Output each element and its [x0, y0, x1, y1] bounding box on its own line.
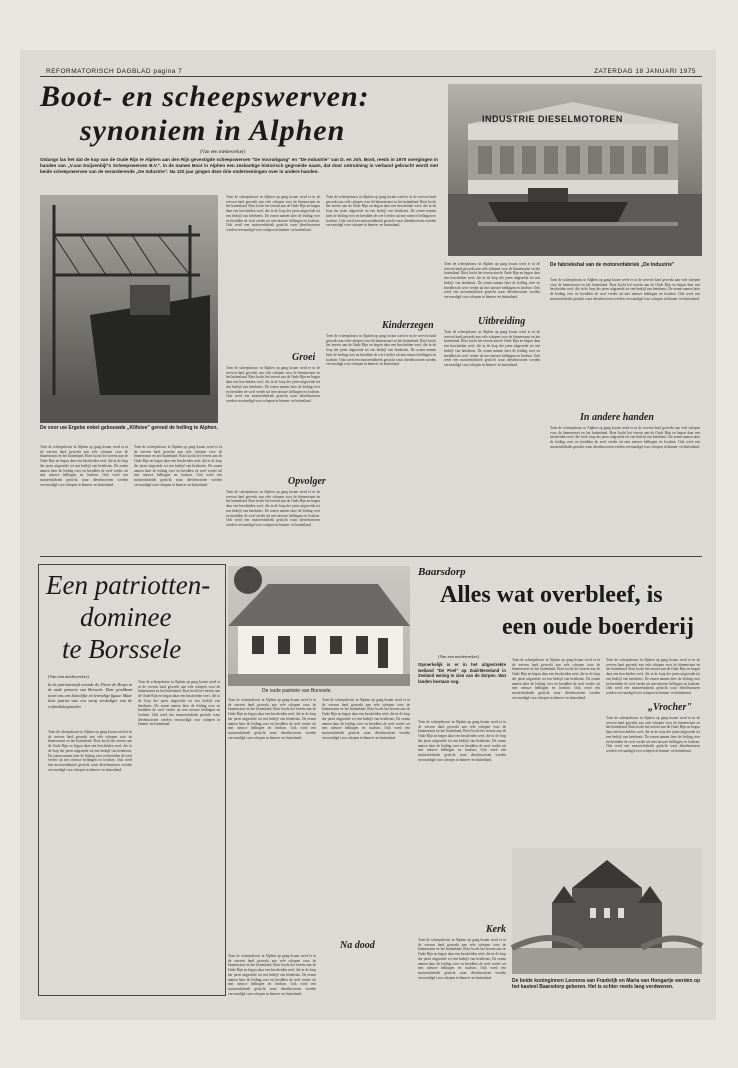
header-left: REFORMATORISCH DAGBLAD pagina 7 — [46, 68, 183, 75]
article1-title-line2: synoniem in Alphen — [80, 114, 346, 147]
article2-col1-text: Toen de scheepsbouw in Alphen op gang kwam werd er in de werven hard gewerkt aan vele schepen voor de binnenvaart en het buitenland. Boot kocht het terrein aan de Oude Rijn en begon daar een bescheiden werf, die in de loop der jaren uitgroeide tot een bedrijf van betekenis. De zonen namen later de leiding over en breidden de werf verder uit met nieuwe hellingen en loodsen. Ook werd een motorenfabriek gesticht waar dieselmotoren werden vervaardigd voor schepen in binnen- en buitenland. — [48, 730, 132, 772]
article2-lead: In de patriottentijd woonde ds. Pieter de Bruyn in de oude pastorie van Borssele. Deze predikant toont ons een hartelijke en levendige figuur. Maar deze patriot was een vurig verdediger van de vrijheidsbeginselen. — [48, 682, 132, 709]
article1-col6b-text: Toen de scheepsbouw in Alphen op gang kwam werd er in de werven hard gewerkt aan vele schepen voor de binnenvaart en het buitenland. Boot kocht het terrein aan de Oude Rijn en begon daar een bescheiden werf, die in de loop der jaren uitgroeide tot een bedrijf van betekenis. De zonen namen later de leiding over en breidden de werf verder uit met nieuwe hellingen en loodsen. Ook werd een motorenfabriek gesticht waar dieselmotoren werden vervaardigd voor schepen in binnen- en buitenland. — [550, 426, 700, 449]
article3-col3-text: Toen de scheepsbouw in Alphen op gang kwam werd er in de werven hard gewerkt aan vele schepen voor de binnenvaart en het buitenland. Boot kocht het terrein aan de Oude Rijn en begon daar een bescheiden werf, die in de loop der jaren uitgroeide tot een bedrijf van betekenis. De zonen namen later de leiding over en breidden de werf verder uit met nieuwe hellingen en loodsen. Ook werd een motorenfabriek gesticht waar dieselmotoren werden vervaardigd voor schepen in binnen- en buitenland. — [606, 658, 700, 695]
article2-byline: (Van een medewerker) — [48, 674, 89, 679]
subhead-kerk: Kerk — [486, 924, 506, 935]
factory-photo — [448, 84, 702, 256]
article1-col3b-text: Toen de scheepsbouw in Alphen op gang kwam werd er in de werven hard gewerkt aan vele schepen voor de binnenvaart en het buitenland. Boot kocht het terrein aan de Oude Rijn en begon daar een bescheiden werf, die in de loop der jaren uitgroeide tot een bedrijf van betekenis. De zonen namen later de leiding over en breidden de werf verder uit met nieuwe hellingen en loodsen. Ook werd een motorenfabriek gesticht waar dieselmotoren werden vervaardigd voor schepen in binnen- en buitenland. — [226, 366, 320, 403]
article1-lead: Onlangs las het dat de kop van de Oude Rijn te Alphen aan den Rijn gevestigde scheepswerven "De Vooruitgang" en "De Industrie" van D. en Joh. Boot, reeds in 1970 overgingen in handen van „V.van Duijvenbijl"s Scheepswerven B.V.". In de namen Boot in Alphen een zeskantige historisch gegroeide naam, dat door ontruiming in verband gebracht wordt met beide scheepswerven van de veranderende „De Industrie". Na 120 jaar gingen deze drie ondernemingen over in andere handen. — [40, 157, 438, 174]
article3-col1-text: Toen de scheepsbouw in Alphen op gang kwam werd er in de werven hard gewerkt aan vele schepen voor de binnenvaart en het buitenland. Boot kocht het terrein aan de Oude Rijn en begon daar een bescheiden werf, die in de loop der jaren uitgroeide tot een bedrijf van betekenis. De zonen namen later de leiding over en breidden de werf verder uit met nieuwe hellingen en loodsen. Ook werd een motorenfabriek gesticht waar dieselmotoren werden vervaardigd voor schepen in binnen- en buitenland. — [418, 720, 506, 762]
header-rule — [40, 76, 702, 77]
article1-byline: (Van een medewerker) — [200, 150, 246, 155]
article1-col5b-text: Toen de scheepsbouw in Alphen op gang kwam werd er in de werven hard gewerkt aan vele schepen voor de binnenvaart en het buitenland. Boot kocht het terrein aan de Oude Rijn en begon daar een bescheiden werf, die in de loop der jaren uitgroeide tot een bedrijf van betekenis. De zonen namen later de leiding over en breidden de werf verder uit met nieuwe hellingen en loodsen. Ook werd een motorenfabriek gesticht waar dieselmotoren werden vervaardigd voor schepen in binnen- en buitenland. — [444, 330, 540, 367]
subhead-na-dood: Na dood — [340, 940, 375, 951]
article1-col3c-text: Toen de scheepsbouw in Alphen op gang kwam werd er in de werven hard gewerkt aan vele schepen voor de binnenvaart en het buitenland. Boot kocht het terrein aan de Oude Rijn en begon daar een bescheiden werf, die in de loop der jaren uitgroeide tot een bedrijf van betekenis. De zonen namen later de leiding over en breidden de werf verder uit met nieuwe hellingen en loodsen. Ook werd een motorenfabriek gesticht waar dieselmotoren werden vervaardigd voor schepen in binnen- en buitenland. — [226, 490, 320, 527]
article2-col4-text: Toen de scheepsbouw in Alphen op gang kwam werd er in de werven hard gewerkt aan vele schepen voor de binnenvaart en het buitenland. Boot kocht het terrein aan de Oude Rijn en begon daar een bescheiden werf, die in de loop der jaren uitgroeide tot een bedrijf van betekenis. De zonen namen later de leiding over en breidden de werf verder uit met nieuwe hellingen en loodsen. Ook werd een motorenfabriek gesticht waar dieselmotoren werden vervaardigd voor schepen in binnen- en buitenland. — [322, 698, 410, 740]
castle-illustration — [512, 848, 702, 974]
subhead-opvolger: Opvolger — [288, 476, 326, 487]
pastorie-illustration — [228, 566, 410, 686]
article1-col3-text: Toen de scheepsbouw in Alphen op gang kwam werd er in de werven hard gewerkt aan vele schepen voor de binnenvaart en het buitenland. Boot kocht het terrein aan de Oude Rijn en begon daar een bescheiden werf, die in de loop der jaren uitgroeide tot een bedrijf van betekenis. De zonen namen later de leiding over en breidden de werf verder uit met nieuwe hellingen en loodsen. Ook werd een motorenfabriek gesticht waar dieselmotoren werden vervaardigd voor schepen in binnen- en buitenland. — [226, 195, 320, 232]
article3-title-line1: Alles wat overbleef, is — [440, 582, 663, 608]
section-rule — [40, 556, 702, 557]
article1-col4b-text: Toen de scheepsbouw in Alphen op gang kwam werd er in de werven hard gewerkt aan vele schepen voor de binnenvaart en het buitenland. Boot kocht het terrein aan de Oude Rijn en begon daar een bescheiden werf, die in de loop der jaren uitgroeide tot een bedrijf van betekenis. De zonen namen later de leiding over en breidden de werf verder uit met nieuwe hellingen en loodsen. Ook werd een motorenfabriek gesticht waar dieselmotoren werden vervaardigd voor schepen in binnen- en buitenland. — [326, 334, 436, 367]
photo1-caption: De voor uw Ergebe enkel gebouwde „Klifstee" gereed de helling te Alphen. — [40, 425, 218, 431]
article1-col2-text: Toen de scheepsbouw in Alphen op gang kwam werd er in de werven hard gewerkt aan vele schepen voor de binnenvaart en het buitenland. Boot kocht het terrein aan de Oude Rijn en begon daar een bescheiden werf, die in de loop der jaren uitgroeide tot een bedrijf van betekenis. De zonen namen later de leiding over en breidden de werf verder uit met nieuwe hellingen en loodsen. Ook werd een motorenfabriek gesticht waar dieselmotoren werden vervaardigd voor schepen in binnen- en buitenland. — [134, 445, 222, 487]
article3-kicker: Baarsdorp — [418, 566, 466, 578]
photo2-caption: De fabriekshal van de motorenfabriek „De Industrie" — [550, 262, 675, 268]
article2-title-line1: Een patriotten- — [46, 570, 211, 600]
article3-byline: (Van een medewerker) — [438, 654, 479, 659]
shipyard-photo — [40, 195, 218, 423]
castle-illustration-box — [512, 848, 702, 974]
subhead-vrocher: „Vrocher" — [648, 702, 692, 713]
shipyard-illustration — [40, 195, 218, 423]
subhead-groei: Groei — [292, 352, 316, 363]
article2-col2-text: Toen de scheepsbouw in Alphen op gang kwam werd er in de werven hard gewerkt aan vele schepen voor de binnenvaart en het buitenland. Boot kocht het terrein aan de Oude Rijn en begon daar een bescheiden werf, die in de loop der jaren uitgroeide tot een bedrijf van betekenis. De zonen namen later de leiding over en breidden de werf verder uit met nieuwe hellingen en loodsen. Ook werd een motorenfabriek gesticht waar dieselmotoren werden vervaardigd voor schepen in binnen- en buitenland. — [138, 680, 220, 727]
article1-col5-text: Toen de scheepsbouw in Alphen op gang kwam werd er in de werven hard gewerkt aan vele schepen voor de binnenvaart en het buitenland. Boot kocht het terrein aan de Oude Rijn en begon daar een bescheiden werf, die in de loop der jaren uitgroeide tot een bedrijf van betekenis. De zonen namen later de leiding over en breidden de werf verder uit met nieuwe hellingen en loodsen. Ook werd een motorenfabriek gesticht waar dieselmotoren werden vervaardigd voor schepen in binnen- en buitenland. — [444, 262, 540, 299]
castle-caption: De beide koninginnen Leonora van Frankrijk en Maria van Hongarije werden op het kasteel Baarsdorp geboren. Het is echter reeds lang verdwenen. — [512, 978, 701, 990]
article3-col2-text: Toen de scheepsbouw in Alphen op gang kwam werd er in de werven hard gewerkt aan vele schepen voor de binnenvaart en het buitenland. Boot kocht het terrein aan de Oude Rijn en begon daar een bescheiden werf, die in de loop der jaren uitgroeide tot een bedrijf van betekenis. De zonen namen later de leiding over en breidden de werf verder uit met nieuwe hellingen en loodsen. Ook werd een motorenfabriek gesticht waar dieselmotoren werden vervaardigd voor schepen in binnen- en buitenland. — [512, 658, 600, 700]
article2-col3-text: Toen de scheepsbouw in Alphen op gang kwam werd er in de werven hard gewerkt aan vele schepen voor de binnenvaart en het buitenland. Boot kocht het terrein aan de Oude Rijn en begon daar een bescheiden werf, die in de loop der jaren uitgroeide tot een bedrijf van betekenis. De zonen namen later de leiding over en breidden de werf verder uit met nieuwe hellingen en loodsen. Ook werd een motorenfabriek gesticht waar dieselmotoren werden vervaardigd voor schepen in binnen- en buitenland. — [228, 698, 316, 740]
article2-title-line3: te Borssele — [62, 634, 182, 664]
article3-lead: Opmerkelijk is er in het uitgestrekte weiland "De Poel" op Zuid-Beveland in Zeeland weinig te zien van de dorpen. Wat landen bestaan nog. — [418, 662, 506, 684]
pastorie-caption: De oude pastorie van Borssele. — [262, 688, 332, 694]
article2-title-line2: dominee — [80, 602, 172, 632]
subhead-andere-handen: In andere handen — [580, 412, 654, 423]
page-header — [46, 68, 696, 75]
subhead-kinderzegen: Kinderzegen — [382, 320, 434, 331]
article1-col1-text: Toen de scheepsbouw in Alphen op gang kwam werd er in de werven hard gewerkt aan vele schepen voor de binnenvaart en het buitenland. Boot kocht het terrein aan de Oude Rijn en begon daar een bescheiden werf, die in de loop der jaren uitgroeide tot een bedrijf van betekenis. De zonen namen later de leiding over en breidden de werf verder uit met nieuwe hellingen en loodsen. Ook werd een motorenfabriek gesticht waar dieselmotoren werden vervaardigd voor schepen in binnen- en buitenland. — [40, 445, 128, 487]
article1-title-line1: Boot- en scheepswerven: — [40, 80, 370, 113]
article1-col4-text: Toen de scheepsbouw in Alphen op gang kwam werd er in de werven hard gewerkt aan vele schepen voor de binnenvaart en het buitenland. Boot kocht het terrein aan de Oude Rijn en begon daar een bescheiden werf, die in de loop der jaren uitgroeide tot een bedrijf van betekenis. De zonen namen later de leiding over en breidden de werf verder uit met nieuwe hellingen en loodsen. Ook werd een motorenfabriek gesticht waar dieselmotoren werden vervaardigd voor schepen in binnen- en buitenland. — [326, 195, 436, 228]
article3-col1b-text: Toen de scheepsbouw in Alphen op gang kwam werd er in de werven hard gewerkt aan vele schepen voor de binnenvaart en het buitenland. Boot kocht het terrein aan de Oude Rijn en begon daar een bescheiden werf, die in de loop der jaren uitgroeide tot een bedrijf van betekenis. De zonen namen later de leiding over en breidden de werf verder uit met nieuwe hellingen en loodsen. Ook werd een motorenfabriek gesticht waar dieselmotoren werden vervaardigd voor schepen in binnen- en buitenland. — [418, 938, 506, 980]
article2-col3b-text: Toen de scheepsbouw in Alphen op gang kwam werd er in de werven hard gewerkt aan vele schepen voor de binnenvaart en het buitenland. Boot kocht het terrein aan de Oude Rijn en begon daar een bescheiden werf, die in de loop der jaren uitgroeide tot een bedrijf van betekenis. De zonen namen later de leiding over en breidden de werf verder uit met nieuwe hellingen en loodsen. Ook werd een motorenfabriek gesticht waar dieselmotoren werden vervaardigd voor schepen in binnen- en buitenland. — [228, 954, 316, 996]
article3-title-line2: een oude boerderij — [502, 614, 694, 640]
article1-col6-text: Toen de scheepsbouw in Alphen op gang kwam werd er in de werven hard gewerkt aan vele schepen voor de binnenvaart en het buitenland. Boot kocht het terrein aan de Oude Rijn en begon daar een bescheiden werf, die in de loop der jaren uitgroeide tot een bedrijf van betekenis. De zonen namen later de leiding over en breidden de werf verder uit met nieuwe hellingen en loodsen. Ook werd een motorenfabriek gesticht waar dieselmotoren werden vervaardigd voor schepen in binnen- en buitenland. — [550, 278, 700, 301]
pastorie-photo — [228, 566, 410, 686]
header-right: ZATERDAG 18 JANUARI 1975 — [594, 68, 696, 75]
subhead-uitbreiding: Uitbreiding — [478, 316, 526, 327]
article3-col3b-text: Toen de scheepsbouw in Alphen op gang kwam werd er in de werven hard gewerkt aan vele schepen voor de binnenvaart en het buitenland. Boot kocht het terrein aan de Oude Rijn en begon daar een bescheiden werf, die in de loop der jaren uitgroeide tot een bedrijf van betekenis. De zonen namen later de leiding over en breidden de werf verder uit met nieuwe hellingen en loodsen. Ook werd een motorenfabriek gesticht waar dieselmotoren werden vervaardigd voor schepen in binnen- en buitenland. — [606, 716, 700, 753]
factory-sign: INDUSTRIE DIESELMOTOREN — [482, 114, 623, 124]
factory-illustration — [448, 84, 702, 256]
